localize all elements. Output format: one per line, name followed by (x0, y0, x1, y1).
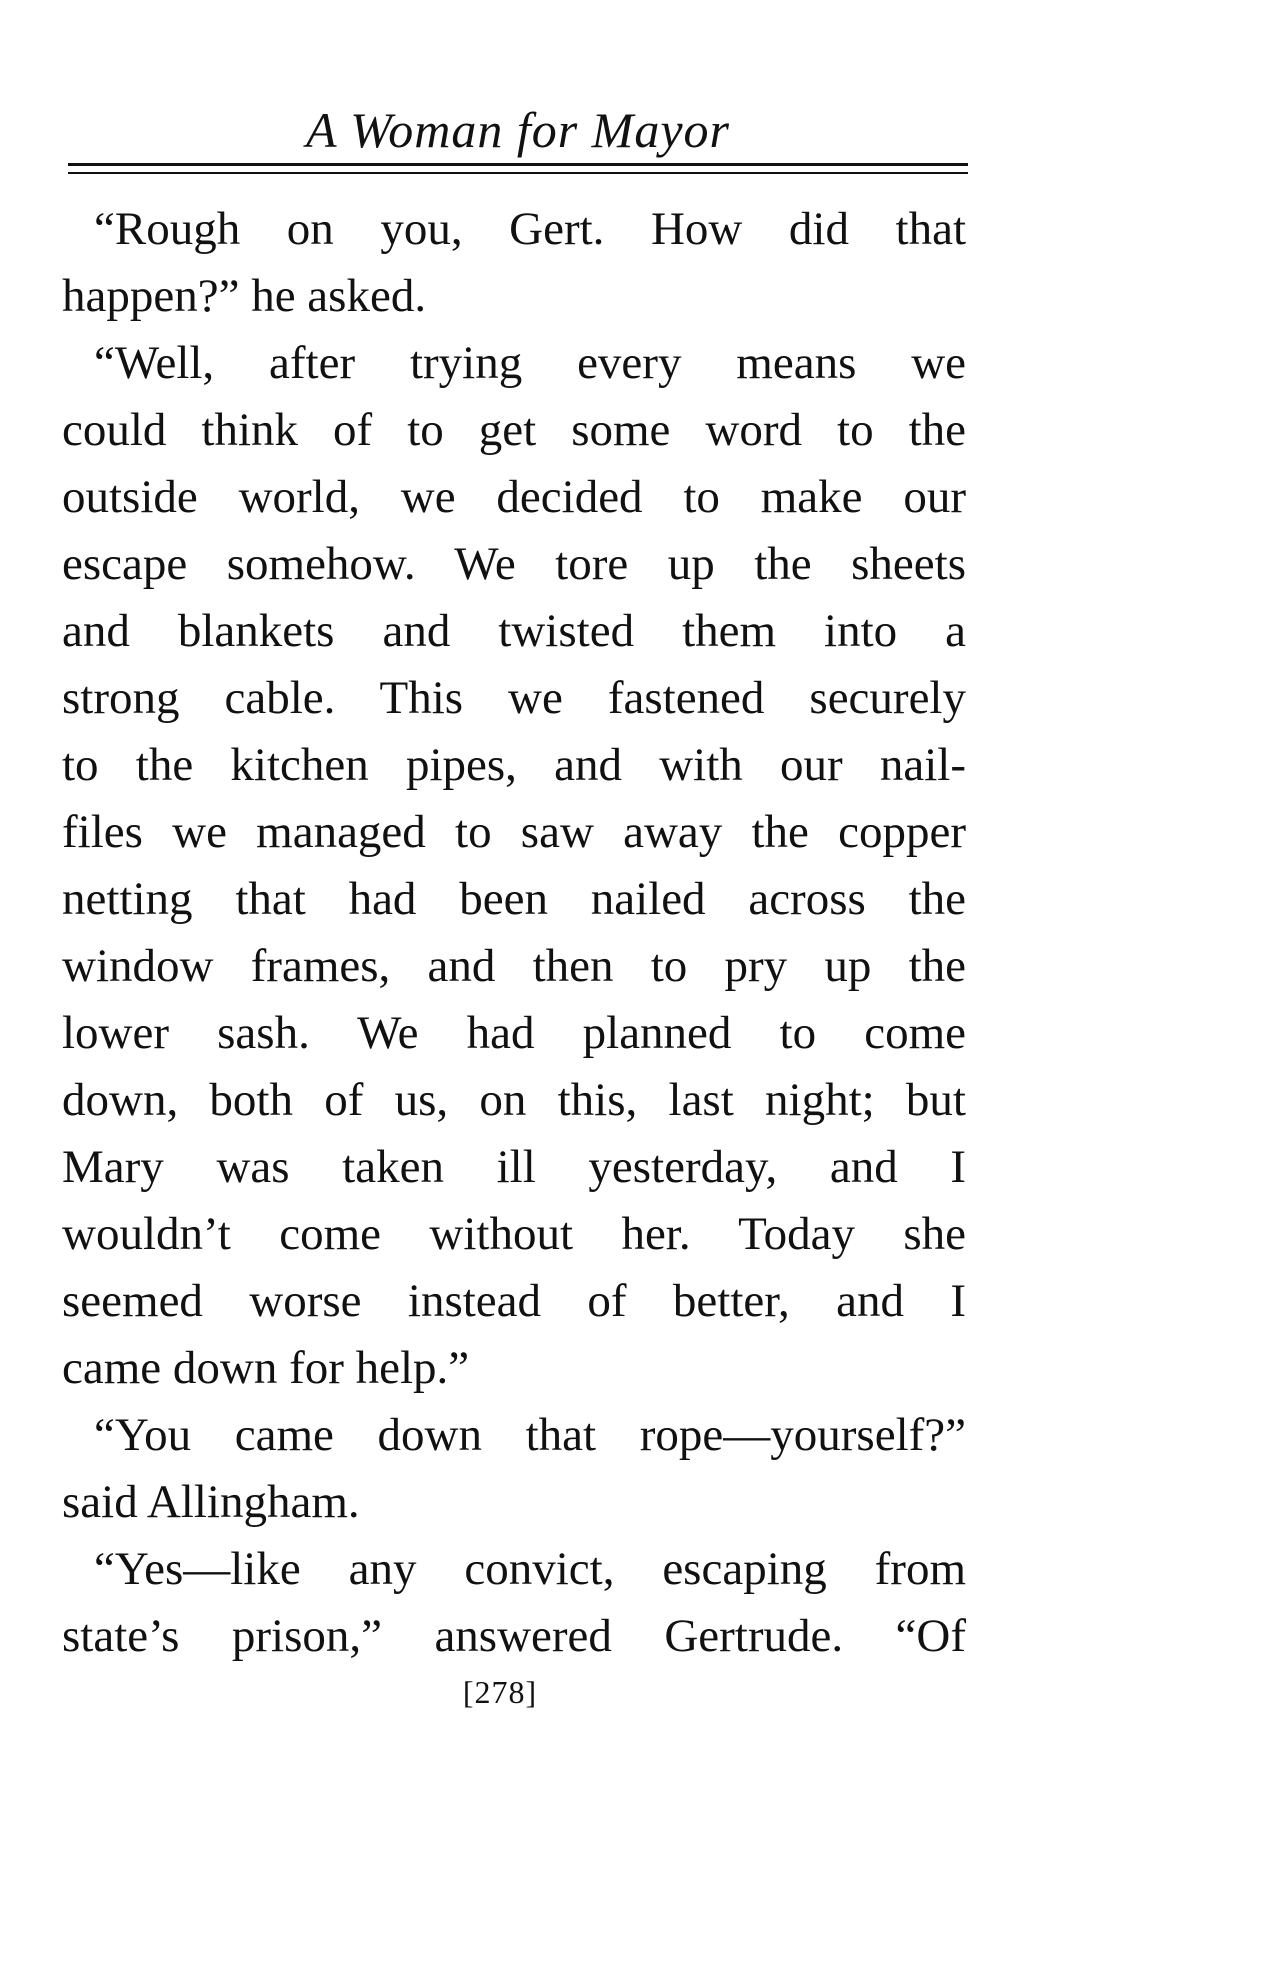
text-line: window frames, and then to pry up the (62, 940, 966, 992)
text-line: came down for help.” (62, 1342, 470, 1394)
text-line: state’s prison,” answered Gertrude. “Of (62, 1610, 966, 1662)
text-line: down, both of us, on this, last night; but (62, 1074, 966, 1126)
text-line: said Allingham. (62, 1476, 360, 1528)
text-line: outside world, we decided to make our (62, 471, 966, 523)
text-line: escape somehow. We tore up the sheets (62, 538, 966, 590)
header-rule-upper (68, 163, 968, 166)
text-line: strong cable. This we fastened securely (62, 672, 966, 724)
text-line: netting that had been nailed across the (62, 873, 966, 925)
text-line: “You came down that rope—yourself?” (94, 1409, 966, 1461)
text-line: and blankets and twisted them into a (62, 605, 966, 657)
text-line: lower sash. We had planned to come (62, 1007, 966, 1059)
header-rule-lower (68, 172, 968, 174)
text-line: could think of to get some word to the (62, 404, 966, 456)
text-line: files we managed to saw away the copper (62, 806, 966, 858)
body-text (62, 196, 966, 1670)
text-line: wouldn’t come without her. Today she (62, 1208, 966, 1260)
text-line: “Rough on you, Gert. How did that (94, 203, 966, 255)
text-line: “Yes—like any convict, escaping from (94, 1543, 966, 1595)
text-line: “Well, after trying every means we (94, 337, 966, 389)
text-line: Mary was taken ill yesterday, and I (62, 1141, 966, 1193)
text-line: to the kitchen pipes, and with our nail- (62, 739, 966, 791)
text-line: happen?” he asked. (62, 270, 427, 322)
text-line: seemed worse instead of better, and I (62, 1275, 966, 1327)
page-number: [278] (462, 1674, 538, 1710)
running-head: A Woman for Mayor (306, 102, 730, 158)
